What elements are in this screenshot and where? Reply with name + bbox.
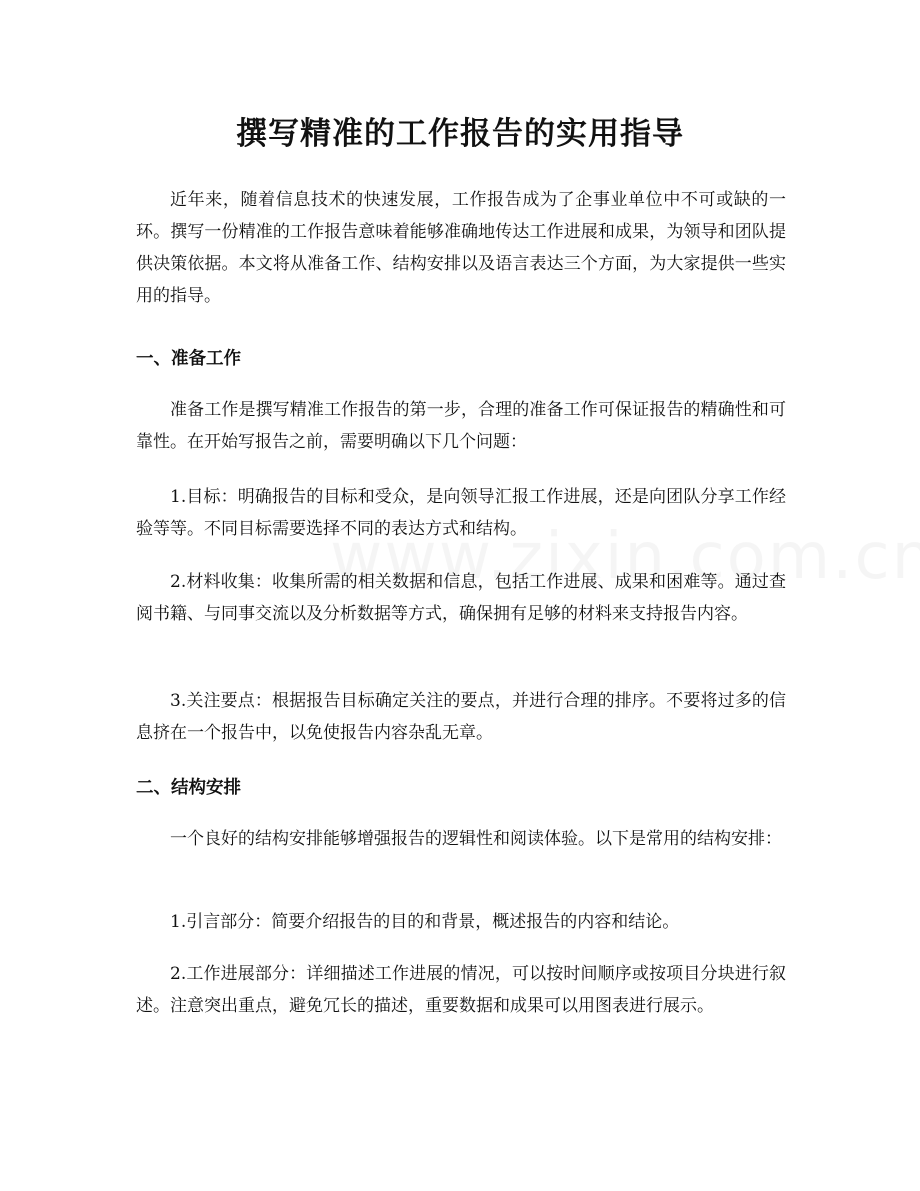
- section-heading-structure: 二、结构安排: [136, 778, 241, 798]
- section2-intro-paragraph: 一个良好的结构安排能够增强报告的逻辑性和阅读体验。以下是常用的结构安排：: [170, 829, 782, 849]
- section1-intro-paragraph: 准备工作是撰写精准工作报告的第一步，合理的准备工作可保证报告的精确性和可靠性。在开始写报告之前，需要明确以下几个问题：: [136, 400, 786, 452]
- section1-item-3: 3.关注要点：根据报告目标确定关注的要点，并进行合理的排序。不要将过多的信息挤在一个报告中，以免使报告内容杂乱无章。: [136, 691, 786, 743]
- intro-paragraph: 近年来，随着信息技术的快速发展，工作报告成为了企事业单位中不可或缺的一环。撰写一份精准的工作报告意味着能够准确地传达工作进展和成果，为领导和团队提供决策依据。本文将从准备工作、结构安排以及语言表达三个方面，为大家提供一些实用的指导。: [136, 190, 786, 306]
- section2-item-2: 2.工作进展部分：详细描述工作进展的情况，可以按时间顺序或按项目分块进行叙述。注意突出重点，避免冗长的描述，重要数据和成果可以用图表进行展示。: [136, 964, 786, 1016]
- section1-item-2: 2.材料收集：收集所需的相关数据和信息，包括工作进展、成果和困难等。通过查阅书籍、与同事交流以及分析数据等方式，确保拥有足够的材料来支持报告内容。: [136, 572, 786, 624]
- section1-item-1: 1.目标：明确报告的目标和受众，是向领导汇报工作进展，还是向团队分享工作经验等等。不同目标需要选择不同的表达方式和结构。: [136, 487, 786, 539]
- section2-item-1: 1.引言部分：简要介绍报告的目的和背景，概述报告的内容和结论。: [170, 912, 680, 932]
- section-heading-preparation: 一、准备工作: [136, 349, 241, 369]
- document-title: 撰写精准的工作报告的实用指导: [236, 116, 684, 152]
